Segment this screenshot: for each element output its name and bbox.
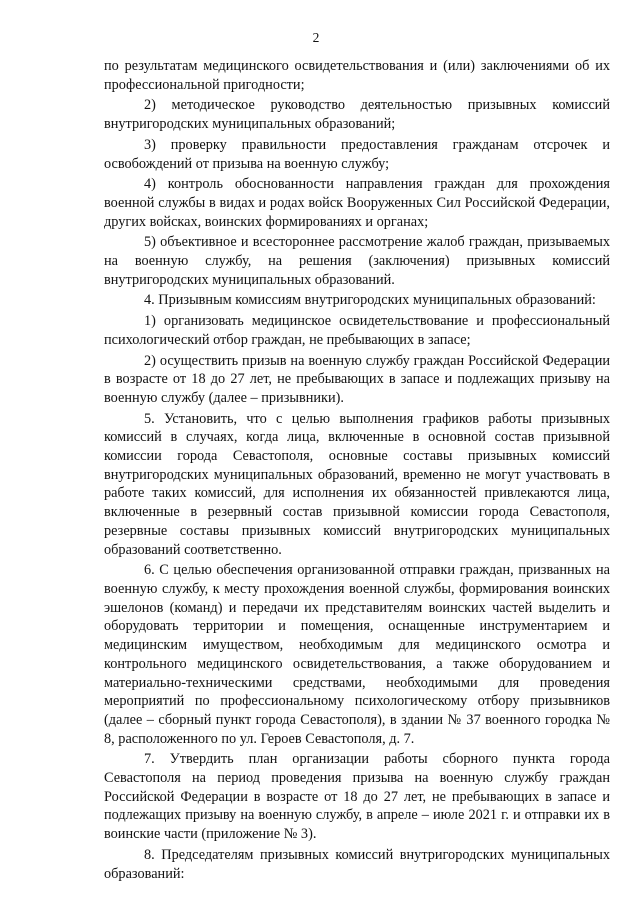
paragraph: 5. Установить, что с целью выполнения графиков работы призывных комиссий в случаях, когда лица, включенные в основной состав призывной комиссии города Севастополя, основные составы призывных комиссий внутригородских муниципальных образований, временно не могут участвовать в работе таких комиссий, для исполнения их обязанностей привлекаются лица, включенные в резервный состав призывной комиссии города Севастополя, резервные составы призывных комиссий внутригородских муниципальных образований соответственно.	[104, 410, 610, 558]
paragraph: 5) объективное и всестороннее рассмотрение жалоб граждан, призываемых на военную службу, на решения (заключения) призывных комиссий внутригородских муниципальных образований.	[104, 234, 610, 288]
paragraph: 2) методическое руководство деятельностью призывных комиссий внутригородских муниципальных образований;	[104, 97, 610, 133]
paragraph: 2) осуществить призыв на военную службу граждан Российской Федерации в возрасте от 18 до 27 лет, не пребывающих в запасе и подлежащих призыву на военную службу (далее – призывники).	[104, 352, 610, 406]
paragraph: 4. Призывным комиссиям внутригородских муниципальных образований:	[144, 292, 596, 309]
page-number: 2	[312, 30, 320, 45]
paragraph: 4) контроль обоснованности направления граждан для прохождения военной службы в видах и родах войск Вооруженных Сил Российской Федерации, других войсках, воинских формированиях и органах;	[104, 176, 610, 230]
paragraph: 8. Председателям призывных комиссий внутригородских муниципальных образований:	[104, 846, 610, 882]
paragraph: 1) организовать медицинское освидетельствование и профессиональный психологический отбор граждан, не пребывающих в запасе;	[104, 313, 610, 348]
paragraph: 3) проверку правильности предоставления гражданам отсрочек и освобождений от призыва на военную службу;	[104, 136, 610, 172]
document-body	[104, 57, 610, 885]
paragraph: 6. С целью обеспечения организованной отправки граждан, призванных на военную службу, к месту прохождения военной службы, формирования воинских эшелонов (команд) и передачи их представителям воинских частей выделить и оборудовать территории и помещения, оснащенные инструментарием и медицинским имуществом, необходимым для медицинского осмотра и контрольного медицинского освидетельствования, а также оборудованием и материально-техническими средствами, необходимыми для проведения мероприятий по профессиональному психологическому отбору призывников (далее – сборный пункт города Севастополя), в здании № 37 военного городка № 8, расположенного по ул. Героев Севастополя, д. 7.	[104, 562, 610, 747]
paragraph: по результатам медицинского освидетельствования и (или) заключениями об их профессиональной пригодности;	[104, 58, 610, 93]
paragraph: 7. Утвердить план организации работы сборного пункта города Севастополя на период проведения призыва на военную службу граждан Российской Федерации в возрасте от 18 до 27 лет, не пребывающих в запасе и подлежащих призыву на военную службу, в апреле – июле 2021 г. и отправки их в воинские части (приложение № 3).	[104, 751, 610, 843]
